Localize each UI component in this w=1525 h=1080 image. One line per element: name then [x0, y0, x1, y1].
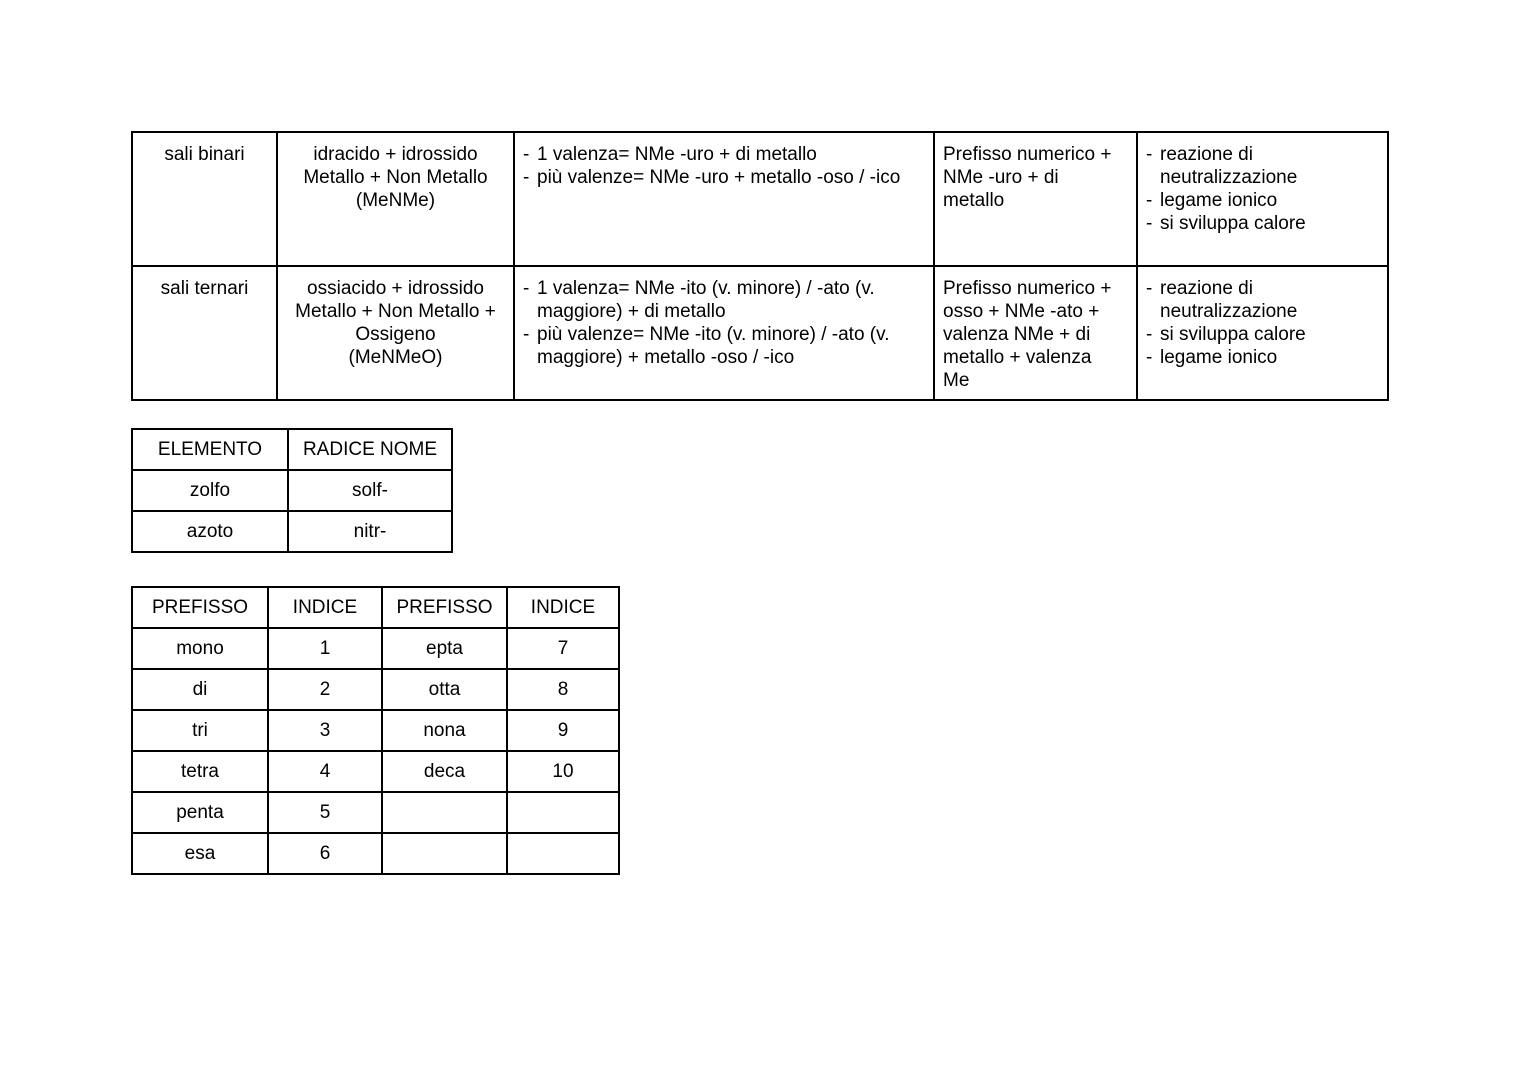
iupac-cell [934, 266, 1137, 400]
formation-line: ossiacido + idrossido [307, 278, 484, 299]
bullet-item [1146, 323, 1379, 346]
header-row [132, 587, 619, 628]
bullet-line: legame ionico [1160, 347, 1278, 368]
bullet-item [1146, 346, 1379, 369]
table-cell: 8 [507, 669, 619, 710]
table-row [132, 669, 619, 710]
header-row [132, 429, 452, 470]
bullet-line: 1 valenza= NMe -ito (v. minore) / -ato (v. [537, 278, 875, 299]
iupac-cell [934, 132, 1137, 266]
column-header: INDICE [268, 587, 382, 628]
iupac-line: osso + NMe -ato + [943, 301, 1100, 322]
salt-type-cell: sali binari [132, 132, 277, 266]
table-cell: penta [132, 792, 268, 833]
column-header: RADICE NOME [288, 429, 452, 470]
table-row [132, 710, 619, 751]
bullet-dash: - [1146, 324, 1153, 345]
numeric-prefix-table [131, 586, 620, 875]
table-row [132, 751, 619, 792]
notes-cell [1137, 132, 1388, 266]
table-cell: 6 [268, 833, 382, 874]
table-row [132, 266, 1388, 400]
table-cell: tri [132, 710, 268, 751]
bullet-line: legame ionico [1160, 190, 1278, 211]
table-cell [507, 792, 619, 833]
bullet-item [1146, 212, 1379, 235]
bullet-dash: - [523, 278, 530, 299]
table-cell: mono [132, 628, 268, 669]
table-cell: 5 [268, 792, 382, 833]
bullet-item [1146, 143, 1379, 189]
bullet-line: 1 valenza= NMe -uro + di metallo [537, 144, 817, 165]
bullet-dash: - [1146, 144, 1153, 165]
iupac-line: valenza NMe + di [943, 324, 1091, 345]
bullet-line: reazione di [1160, 278, 1253, 299]
bullet-dash: - [1146, 347, 1153, 368]
column-header: PREFISSO [132, 587, 268, 628]
table-row [132, 628, 619, 669]
bullet-line: neutralizzazione [1160, 167, 1298, 188]
bullet-line: maggiore) + metallo -oso / -ico [537, 347, 795, 368]
table-cell: zolfo [132, 470, 288, 511]
table-row [132, 511, 452, 552]
table-cell: 4 [268, 751, 382, 792]
table-cell [382, 792, 507, 833]
iupac-line: Prefisso numerico + [943, 278, 1112, 299]
formation-line: Metallo + Non Metallo + [295, 301, 496, 322]
table-cell: azoto [132, 511, 288, 552]
table-cell: 9 [507, 710, 619, 751]
iupac-line: Prefisso numerico + [943, 144, 1112, 165]
root-name-table [131, 428, 453, 553]
notes-cell [1137, 266, 1388, 400]
formation-line: idracido + idrossido [313, 144, 478, 165]
table-row [132, 792, 619, 833]
table-cell: 7 [507, 628, 619, 669]
formation-line: (MeNMe) [355, 190, 436, 211]
table-cell [382, 833, 507, 874]
table-cell: deca [382, 751, 507, 792]
iupac-line: Me [943, 370, 970, 391]
table-cell: nona [382, 710, 507, 751]
bullet-dash: - [1146, 213, 1153, 234]
table-cell [507, 833, 619, 874]
nomenclature-cell [514, 266, 934, 400]
table-cell: epta [382, 628, 507, 669]
bullet-item [523, 277, 925, 323]
salt-type-cell: sali ternari [132, 266, 277, 400]
bullet-dash: - [523, 167, 530, 188]
table-row [132, 833, 619, 874]
nomenclature-cell [514, 132, 934, 266]
table-cell: esa [132, 833, 268, 874]
bullet-dash: - [1146, 190, 1153, 211]
bullet-dash: - [523, 324, 530, 345]
bullet-item [1146, 277, 1379, 323]
table-cell: 2 [268, 669, 382, 710]
table-cell: 1 [268, 628, 382, 669]
salts-table [131, 131, 1389, 401]
column-header: ELEMENTO [132, 429, 288, 470]
formation-cell [277, 266, 514, 400]
table-row [132, 470, 452, 511]
table-cell: solf- [288, 470, 452, 511]
bullet-item [523, 323, 925, 369]
iupac-line: metallo [943, 190, 1005, 211]
table-cell: di [132, 669, 268, 710]
iupac-line: NMe -uro + di [943, 167, 1059, 188]
bullet-line: più valenze= NMe -ito (v. minore) / -ato (v. [537, 324, 890, 345]
column-header: INDICE [507, 587, 619, 628]
bullet-line: più valenze= NMe -uro + metallo -oso / -ico [537, 167, 901, 188]
bullet-dash: - [1146, 278, 1153, 299]
table-cell: 3 [268, 710, 382, 751]
bullet-dash: - [523, 144, 530, 165]
formation-cell [277, 132, 514, 266]
table-cell: otta [382, 669, 507, 710]
bullet-line: maggiore) + di metallo [537, 301, 726, 322]
bullet-item [523, 166, 925, 189]
formation-line: Metallo + Non Metallo [303, 167, 488, 188]
bullet-item [523, 143, 925, 166]
table-row [132, 132, 1388, 266]
bullet-line: si sviluppa calore [1160, 324, 1306, 345]
formation-line: (MeNMeO) [348, 347, 443, 368]
bullet-line: neutralizzazione [1160, 301, 1298, 322]
bullet-item [1146, 189, 1379, 212]
column-header: PREFISSO [382, 587, 507, 628]
bullet-line: reazione di [1160, 144, 1253, 165]
bullet-line: si sviluppa calore [1160, 213, 1306, 234]
iupac-line: metallo + valenza [943, 347, 1092, 368]
formation-line: Ossigeno [355, 324, 436, 345]
table-cell: nitr- [288, 511, 452, 552]
table-cell: 10 [507, 751, 619, 792]
table-cell: tetra [132, 751, 268, 792]
